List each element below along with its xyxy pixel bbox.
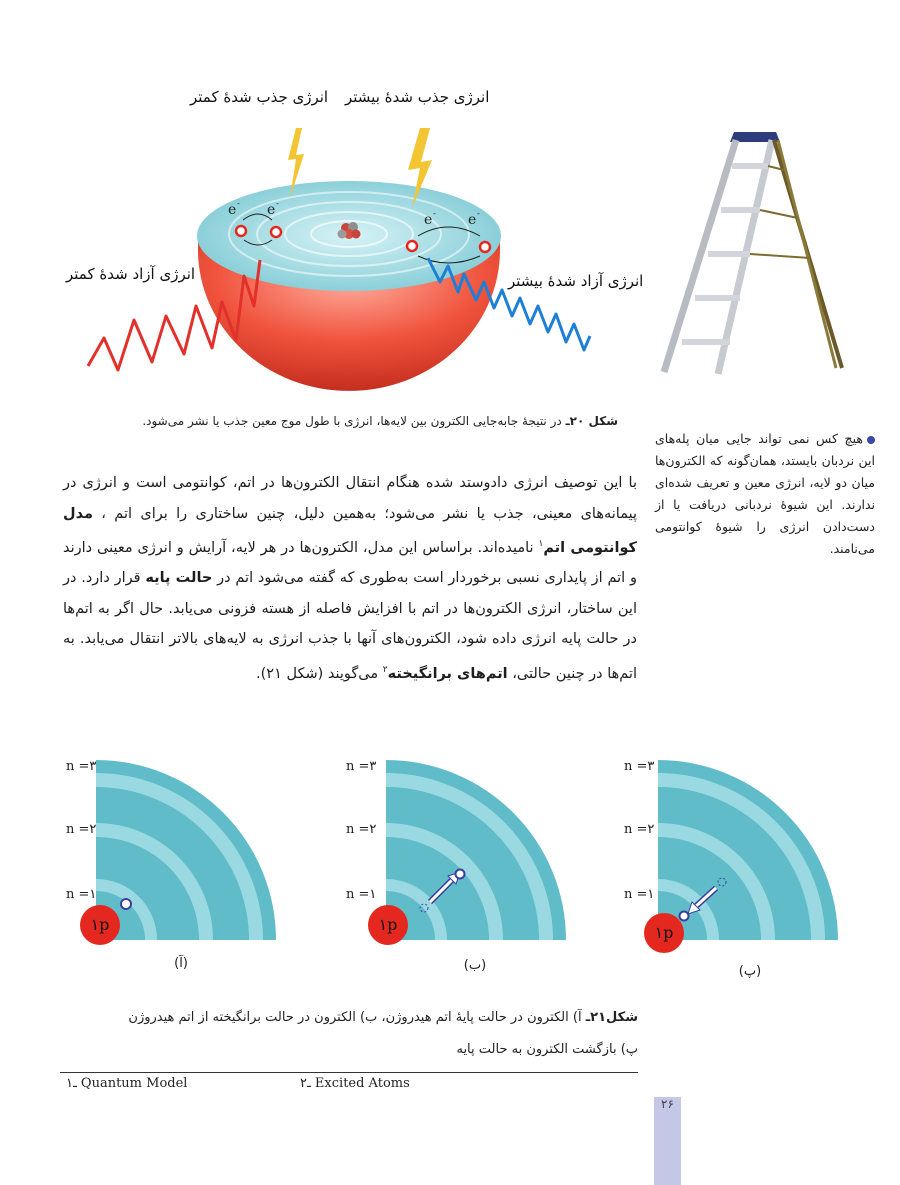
footnote-ref: ۱ — [538, 539, 544, 549]
body-text-part: نامیده‌اند. براساس این مدل، الکترون‌ها در هر لایه، آرایش و انرژی معینی دارند و اتم از پایداری نسبی برخوردار است به‌طوری که گفته می‌شود اتم در — [63, 539, 637, 587]
electron-dot — [271, 227, 281, 237]
n1-label: n =۱ — [624, 887, 655, 902]
n3-label: n =۳ — [66, 759, 97, 774]
body-paragraph — [63, 468, 637, 689]
n2-label: n =۲ — [66, 822, 97, 837]
panel-c-label: (پ) — [738, 964, 762, 979]
caption-line — [38, 1002, 638, 1034]
caption-text: آ) الکترون در حالت پایهٔ اتم هیدروژن، ب) الکترون در حالت برانگیخته از اتم هیدروژن — [128, 1010, 582, 1025]
label-less-released: انرژی آزاد شدهٔ کمتر — [66, 265, 196, 283]
proton-circle: ۱p — [368, 905, 408, 945]
label-less-absorbed: انرژی جذب شدهٔ کمتر — [190, 88, 329, 106]
proton-circle: ۱p — [80, 905, 120, 945]
electron-dot — [407, 241, 417, 251]
figure-21-caption — [38, 1002, 638, 1066]
label-more-released: انرژی آزاد شدهٔ بیشتر — [508, 272, 644, 290]
n1-label: n =۱ — [66, 887, 97, 902]
panel-a-label: (آ) — [174, 956, 188, 971]
electron-dot — [236, 226, 246, 236]
energy-hemisphere-diagram — [60, 110, 640, 410]
electron-symbol: e — [228, 202, 237, 218]
panel-c — [620, 755, 850, 955]
n3-label: n =۳ — [346, 759, 377, 774]
n3-label: n =۳ — [624, 759, 655, 774]
footnote-ref: ۲ — [382, 664, 388, 675]
body-text-part: می‌گویند (شکل ۲۱). — [256, 665, 383, 682]
body-text-part: قرار دارد. در این ساختار، انرژی الکترون‌ها در اتم با افزایش فاصله از هسته فزونی می‌یابد. حال اگر به اتم‌ها در حالت پایه انرژی داده شود، الکترون‌های آنها با جذب انرژی به لایه‌های بالاتر انتقال می‌یابد. به اتم‌ها در چنین حالتی، — [63, 570, 637, 682]
proton-circle: ۱p — [644, 913, 684, 953]
side-note-text: هیچ کس نمی تواند جایی میان پله‌های این نردبان بایستد، همان‌گونه که الکترون‌ها میان دو لایه، انرژی معین و تعریف شده‌ای ندارند. این شیوهٔ نردبانی دریافت یا از دست‌دادن انرژی را شیوهٔ کوانتومی می‌نامند. — [655, 431, 875, 556]
electron-dot — [480, 242, 490, 252]
svg-text:-: - — [276, 199, 279, 208]
shell-quarter-b — [386, 760, 576, 940]
electron-symbol: e — [424, 212, 433, 228]
figure-number: شکل ۲۰ـ — [565, 414, 618, 428]
n2-label: n =۲ — [624, 822, 655, 837]
ladder-image — [652, 126, 852, 378]
term-excited-atoms: اتم‌های برانگیخته — [387, 665, 508, 682]
n1-label: n =۱ — [346, 887, 377, 902]
figure-number: شکل۲۱ـ — [585, 1010, 638, 1025]
footnote-2: ۲ـ Excited Atoms — [300, 1076, 410, 1091]
ladder-side-note — [655, 428, 875, 560]
svg-text:-: - — [433, 209, 436, 218]
electron-dot — [680, 912, 689, 921]
electron-symbol: e — [267, 202, 276, 218]
page-number: ۲۶ — [661, 1097, 674, 1111]
electron-symbol: e — [468, 212, 477, 228]
electron-dot — [456, 870, 465, 879]
svg-text:-: - — [237, 199, 240, 208]
electron-dot — [120, 898, 132, 910]
figure-20-caption — [18, 414, 618, 428]
body-text-part: با این توصیف انرژی داد‌وستد شده هنگام انتقال الکترون‌ها در اتم، کوانتومی است و انرژی در پیمانه‌های معینی، جذب یا نشر می‌شود؛ به‌همین دلیل، چنین ساختاری را برای اتم ، — [63, 475, 637, 522]
panel-b — [340, 755, 570, 955]
shell-quarter-a — [96, 760, 286, 940]
term-quantum-model: مدل کوانتومی اتم — [63, 505, 637, 556]
n2-label: n =۲ — [346, 822, 377, 837]
panel-a — [60, 755, 290, 955]
term-ground-state: حالت پایه — [145, 570, 213, 587]
caption-line: پ) بازگشت الکترون به حالت پایه — [456, 1042, 638, 1057]
label-more-absorbed: انرژی جذب شدهٔ بیشتر — [345, 88, 490, 106]
caption-text: در نتیجهٔ جابه‌جایی الکترون بین لایه‌ها، انرژی با طول موج معین جذب یا نشر می‌شود. — [142, 414, 562, 428]
shell-quarter-c — [658, 760, 848, 940]
bullet-icon — [867, 436, 875, 444]
footnote-1: ۱ـ Quantum Model — [66, 1076, 188, 1091]
footnote-divider — [60, 1072, 638, 1073]
svg-text:-: - — [477, 209, 480, 218]
panel-b-label: (ب) — [463, 958, 487, 973]
